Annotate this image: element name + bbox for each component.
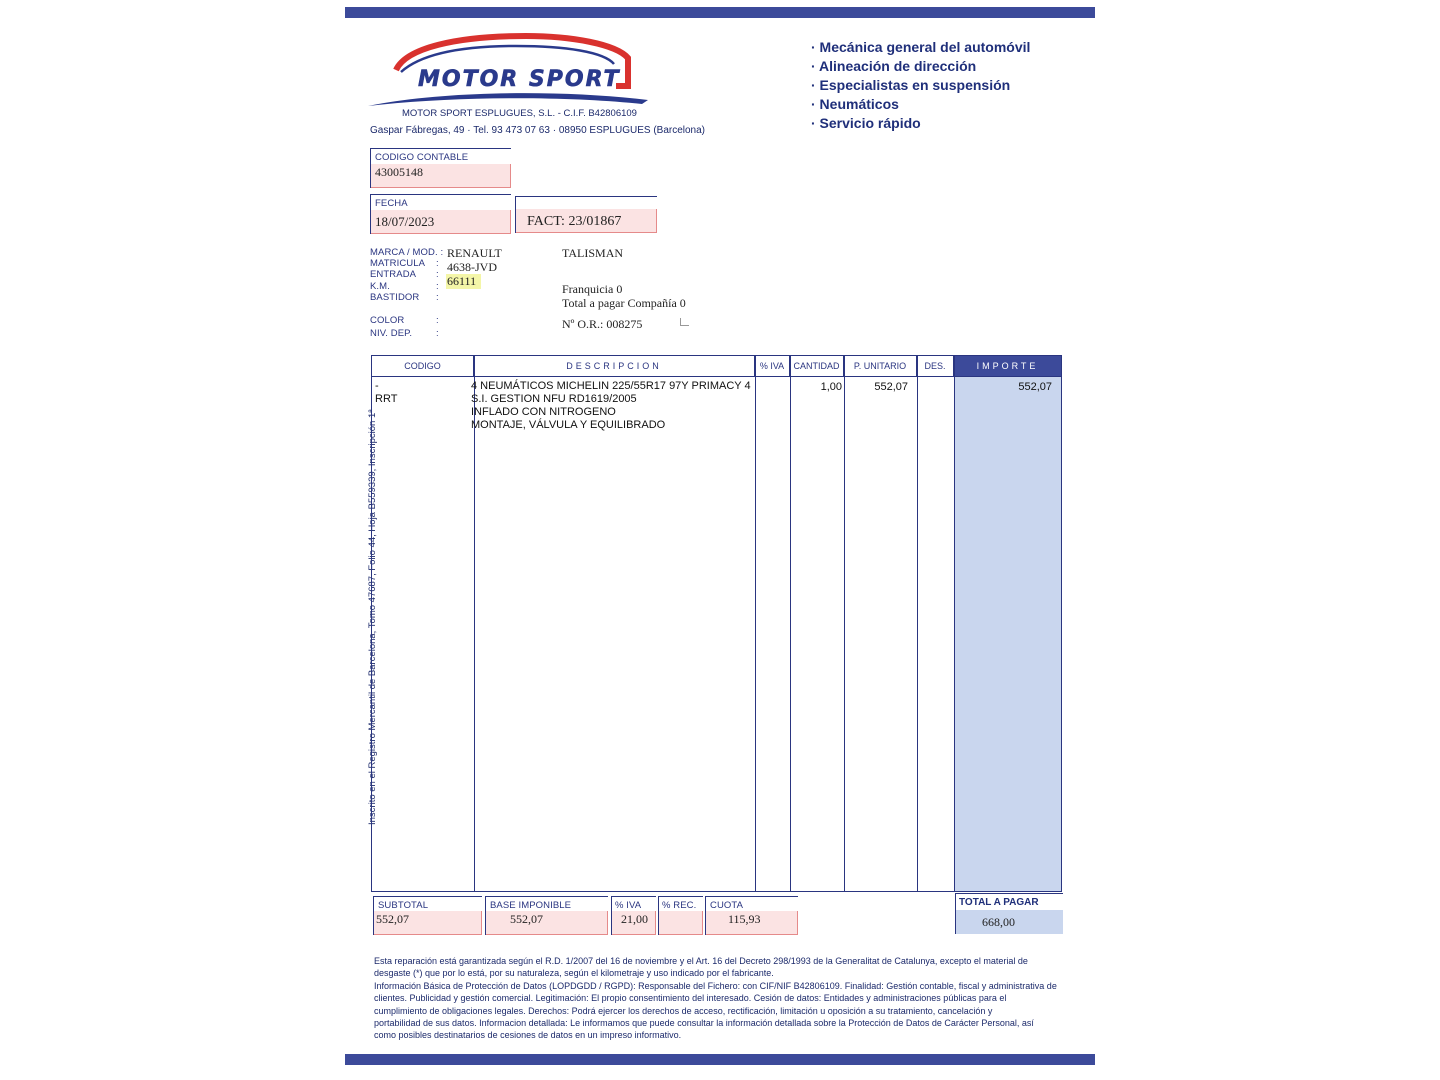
bastidor-label: BASTIDOR — [370, 292, 420, 303]
iva-label: % IVA — [615, 900, 642, 911]
table-row-importe: 552,07 — [1018, 381, 1052, 393]
subtotal-field — [373, 896, 482, 935]
table-header-row — [372, 356, 1061, 377]
legal-text — [374, 955, 1064, 1042]
cuota-label: CUOTA — [710, 900, 744, 911]
colon: : — [436, 328, 439, 339]
cuota-value: 115,93 — [728, 912, 761, 926]
col-header-unitario: P. UNITARIO — [844, 356, 917, 376]
privacy-line: Información Básica de Protección de Datos (LOPDGDD / RGPD): Responsable del Fichero: con CIF/NIF B42806109. Finalidad: Gestión contable, fiscal y administrativa de — [374, 980, 1057, 991]
entrada-label: ENTRADA — [370, 269, 417, 280]
guarantee-line: desgaste (*) que por lo está, por su naturaleza, según el kilometraje y uso indicado por el fabricante. — [374, 968, 774, 979]
km-value: 66111 — [446, 274, 481, 289]
total-compania: Total a pagar Compañía 0 — [562, 296, 686, 310]
service-item: · Especialistas en suspensión — [811, 77, 1011, 93]
fecha-label: FECHA — [375, 198, 408, 209]
iva-value: 21,00 — [621, 912, 648, 926]
table-row-cantidad: 1,00 — [820, 381, 842, 393]
subtotal-value: 552,07 — [376, 912, 409, 926]
service-item: · Alineación de dirección — [811, 58, 977, 74]
col-header-cantidad: CANTIDAD — [790, 356, 844, 376]
codigo-contable-field — [370, 148, 511, 188]
privacy-line: como posibles destinatarios de cesiones de datos en un impreso informativo. — [374, 1030, 682, 1041]
marca-value: RENAULT — [447, 246, 502, 260]
fecha-value: 18/07/2023 — [375, 214, 435, 229]
colon: : — [436, 269, 439, 280]
fecha-field — [370, 194, 511, 234]
table-row-unitario: 552,07 — [874, 381, 908, 393]
codigo-contable-label: CODIGO CONTABLE — [375, 152, 469, 163]
service-item: · Servicio rápido — [811, 115, 921, 131]
privacy-line: portabilidad de sus datos. Informacion detallada: Le informamos que puede consultar la información detallada sobre la Protección de Datos de Carácter Personal, así — [374, 1018, 1034, 1029]
rec-label: % REC. — [662, 900, 697, 911]
color-label: COLOR — [370, 315, 405, 326]
orden-reparacion: Nº O.R.: 008275 — [562, 317, 643, 331]
base-imponible-label: BASE IMPONIBLE — [490, 900, 572, 911]
col-header-importe: IMPORTE — [954, 356, 1061, 376]
company-legal-name: MOTOR SPORT ESPLUGUES, S.L. - C.I.F. B42806109 — [402, 108, 637, 119]
col-header-descripcion: DESCRIPCION — [474, 356, 755, 376]
col-header-iva: % IVA — [755, 356, 790, 376]
service-item: · Mecánica general del automóvil — [811, 39, 1031, 55]
colon: : — [436, 281, 439, 292]
services-list — [811, 38, 1030, 133]
total-a-pagar-label: TOTAL A PAGAR — [959, 897, 1039, 908]
col-header-codigo: CODIGO — [372, 356, 474, 376]
bottom-border-bar — [345, 1054, 1095, 1065]
franquicia: Franquicia 0 — [562, 282, 623, 296]
km-label: K.M. — [370, 281, 390, 292]
base-imponible-field — [485, 896, 608, 935]
total-a-pagar-field — [955, 893, 1063, 934]
marca-label: MARCA / MOD. : — [370, 247, 444, 258]
privacy-line: cumplimiento de obligaciones legales. Derechos: Podrá ejercer los derechos de acceso, rectificación, limitación u oposición a su tratamiento, cancelación y — [374, 1005, 993, 1016]
colon: : — [436, 315, 439, 326]
rec-field — [658, 896, 703, 935]
guarantee-line: Esta reparación está garantizada según el R.D. 1/2007 del 16 de noviembre y el Art. 16 del Decreto 298/1993 de la Generalitat de Catalunya, excepto el material de — [374, 956, 1028, 966]
subtotal-label: SUBTOTAL — [378, 900, 429, 911]
factura-field — [515, 196, 657, 233]
col-header-des: DES. — [917, 356, 954, 376]
matricula-label: MATRICULA — [370, 258, 426, 269]
base-imponible-value: 552,07 — [510, 912, 543, 926]
codigo-contable-value: 43005148 — [375, 165, 423, 179]
modelo-value: TALISMAN — [562, 246, 624, 260]
invoice-table — [371, 355, 1062, 892]
table-row-codigo: - RRT — [375, 380, 398, 405]
cuota-field — [705, 896, 798, 935]
total-a-pagar-value: 668,00 — [982, 915, 1015, 929]
privacy-line: clientes. Publicidad y gestión comercial. Legitimación: El propio consentimiento del interesado. Cesión de datos: Entidades y administraciones públicas para el — [374, 993, 1007, 1004]
niv-dep-label: NIV. DEP. — [370, 328, 413, 339]
registry-note: Inscrito en el Registro Mercantil de Barcelona, Tomo 47687, Folio 44, Hoja B559339, Inscripción 1ª — [367, 409, 378, 825]
company-address: Gaspar Fábregas, 49 · Tel. 93 473 07 63 · 08950 ESPLUGUES (Barcelona) — [370, 125, 706, 136]
check-mark — [680, 318, 689, 326]
colon: : — [436, 292, 439, 303]
iva-field — [611, 896, 656, 935]
colon: : — [436, 258, 439, 269]
table-row-descripcion: 4 NEUMÁTICOS MICHELIN 225/55R17 97Y PRIMACY 4 S.I. GESTION NFU RD1619/2005 INFLADO CON NITROGENO MONTAJE, VÁLVULA Y EQUILIBRADO — [471, 380, 751, 431]
factura-number: FACT: 23/01867 — [527, 214, 622, 229]
matricula-value: 4638-JVD — [447, 260, 497, 274]
logo-text: MOTOR SPORT — [418, 67, 621, 92]
company-logo — [366, 30, 651, 110]
top-border-bar — [345, 7, 1095, 18]
service-item: · Neumáticos — [811, 96, 899, 112]
